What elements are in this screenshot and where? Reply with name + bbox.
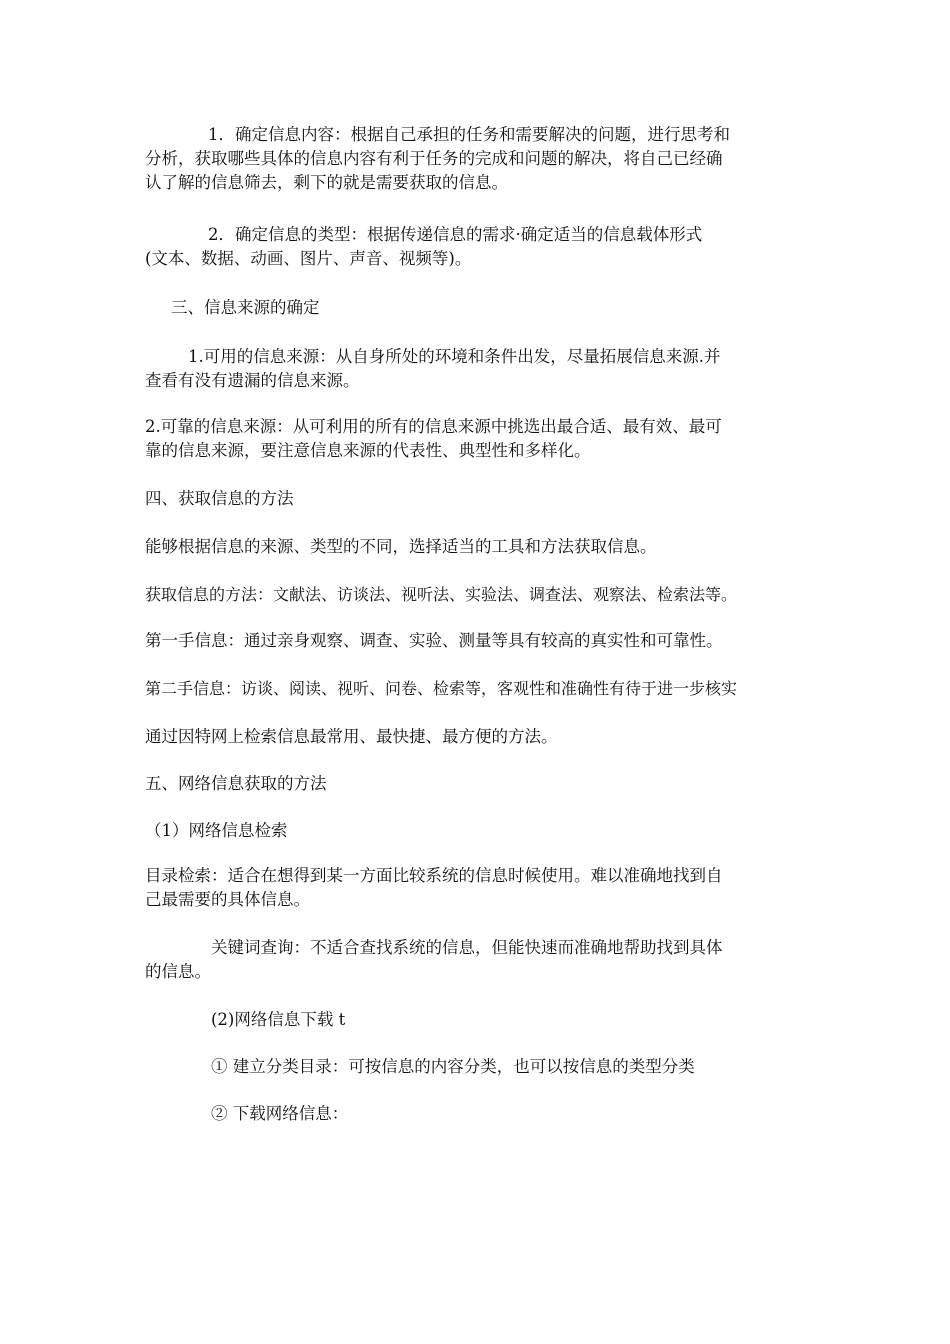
text-line: (文本、数据、动画、图片、声音、视频等)。 [145,249,472,268]
heading-info-source [145,296,810,320]
text-line: 获取信息的方法：文献法、访谈法、视听法、实验法、调查法、观察法、检索法等。 [145,585,738,604]
text-line: 靠的信息来源，要注意信息来源的代表性、典型性和多样化。 [145,441,591,460]
text-line: (2)网络信息下载 t [211,1010,346,1029]
heading-methods [145,487,810,511]
paragraph-choose-tools [145,535,810,559]
paragraph-reliable-source [145,415,810,463]
text-line: 能够根据信息的来源、类型的不同，选择适当的工具和方法获取信息。 [145,537,657,556]
text-line: 1．确定信息内容：根据自己承担的任务和需要解决的问题，进行思考和 [208,125,730,144]
text-line: 第二手信息：访谈、阅读、视听、问卷、检索等，客观性和准确性有待于进一步核实 [145,679,738,698]
text-line: 第一手信息：通过亲身观察、调查、实验、测量等具有较高的真实性和可靠性。 [145,631,723,650]
text-line: ① 建立分类目录：可按信息的内容分类，也可以按信息的类型分类 [211,1057,695,1076]
paragraph-first-hand [145,629,810,653]
paragraph-keyword-query [145,936,810,984]
paragraph-directory-search [145,864,810,912]
paragraph-second-hand [145,677,810,701]
text-line: 目录检索：适合在想得到某一方面比较系统的信息时候使用。难以准确地找到自 [145,866,723,885]
text-line: 认了解的信息筛去，剩下的就是需要获取的信息。 [145,173,508,192]
text-line: 查看有没有遗漏的信息来源。 [145,371,360,390]
text-line: 己最需要的具体信息。 [145,890,310,909]
text-line: 的信息。 [145,962,211,981]
paragraph-method-list [145,583,810,607]
text-line: 分析，获取哪些具体的信息内容有利于任务的完成和问题的解决，将自己已经确 [145,149,723,168]
text-line: 通过因特网上检索信息最常用、最快捷、最方便的方法。 [145,727,558,746]
text-line: ② 下载网络信息： [211,1104,349,1123]
text-line: 1.可用的信息来源：从自身所处的环境和条件出发，尽量拓展信息来源.并 [188,347,721,366]
text-line: 关键词查询：不适合查找系统的信息，但能快速而准确地帮助找到具体 [211,938,723,957]
text-line: 五、网络信息获取的方法 [145,774,327,793]
text-line: 2.可靠的信息来源：从可利用的所有的信息来源中挑选出最合适、最有效、最可 [145,417,722,436]
subheading-network-download [145,1008,810,1032]
text-line: （1）网络信息检索 [145,821,288,840]
text-line: 2．确定信息的类型：根据传递信息的需求·确定适当的信息载体形式 [208,225,703,244]
heading-network-methods [145,772,810,796]
subheading-network-search [145,819,810,843]
paragraph-internet-search [145,725,810,749]
list-item-create-directory [145,1055,810,1079]
list-item-download-info [145,1102,810,1126]
paragraph-determine-content [145,123,810,195]
text-line: 四、获取信息的方法 [145,489,294,508]
text-line: 三、信息来源的确定 [171,298,320,317]
paragraph-determine-type [145,223,810,271]
paragraph-available-source [145,345,810,393]
